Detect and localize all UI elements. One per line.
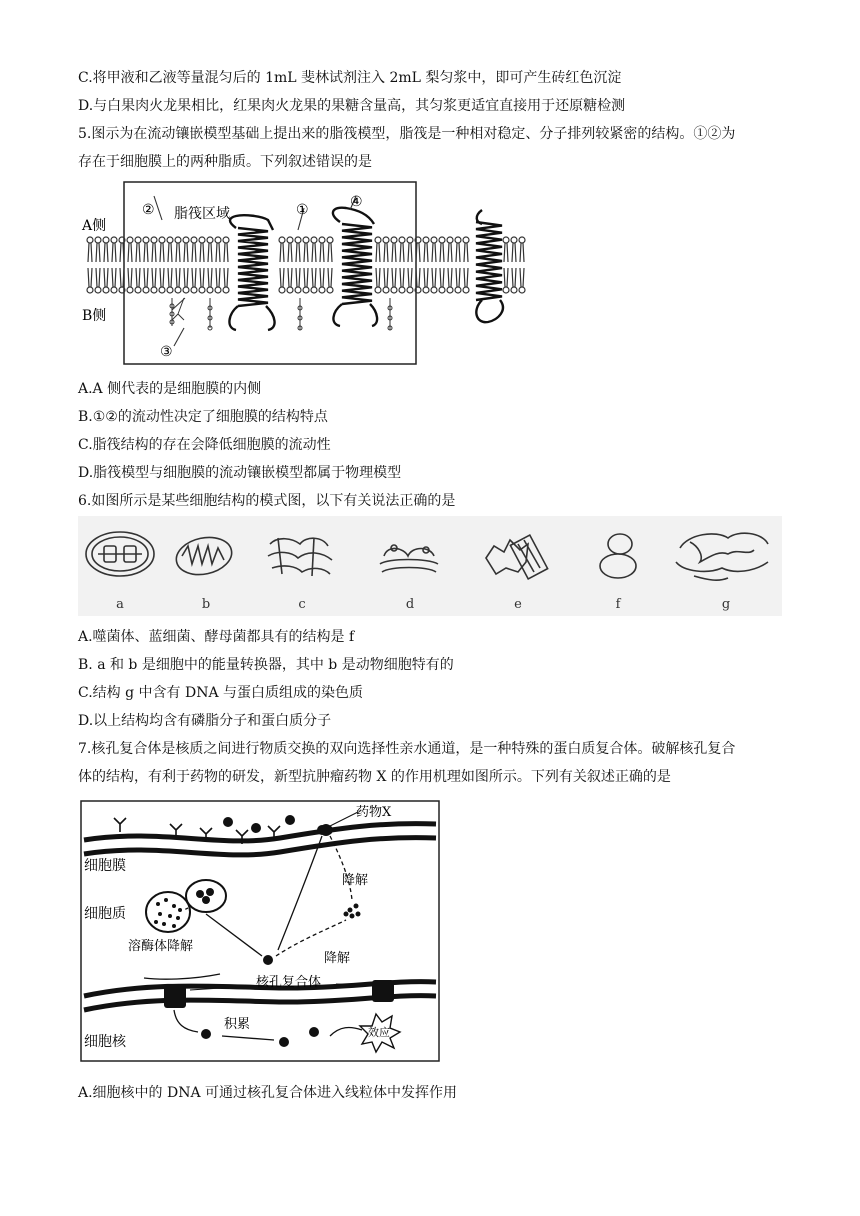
marker-2: ② [142, 202, 155, 218]
organelle-label-a: a [116, 597, 124, 612]
chloroplast-a [86, 532, 154, 576]
organelles-figure [78, 516, 782, 616]
q5-stem-line1: 5.图示为在流动镶嵌模型基础上提出来的脂筏模型，脂筏是一种相对稳定、分子排列较紧密的结构。①②为 [78, 126, 736, 142]
mitochondrion-b [173, 533, 235, 580]
degrade-label-1: 降解 [342, 873, 369, 888]
q4-option-d: D.与白果肉火龙果相比，红果肉火龙果的果糖含量高，其匀浆更适宜直接用于还原糖检测 [78, 98, 626, 114]
q6-option-c: C.结构 g 中含有 DNA 与蛋白质组成的染色质 [78, 685, 364, 701]
q5-option-a: A.A 侧代表的是细胞膜的内侧 [78, 381, 262, 397]
lysosome-label: 溶酶体降解 [128, 939, 194, 954]
q4-option-c: C.将甲液和乙液等量混匀后的 1mL 斐林试剂注入 2mL 梨匀浆中，即可产生砖红色沉淀 [78, 70, 622, 86]
b-side-label: B侧 [82, 308, 107, 324]
q7-option-a: A.细胞核中的 DNA 可通过核孔复合体进入线粒体中发挥作用 [78, 1085, 458, 1101]
nuclear-pore-figure [80, 800, 440, 1062]
lipid-raft-figure [78, 178, 538, 368]
organelle-label-e: e [514, 597, 522, 612]
organelle-label-c: c [298, 597, 306, 612]
raft-region-label: 脂筏区域 [174, 206, 230, 222]
centriole-e [486, 535, 548, 579]
q5-stem-line2: 存在于细胞膜上的两种脂质。下列叙述错误的是 [78, 154, 372, 170]
organelle-label-b: b [201, 597, 211, 612]
q5-option-b: B.①②的流动性决定了细胞膜的结构特点 [78, 409, 328, 425]
q7-stem-line1: 7.核孔复合体是核质之间进行物质交换的双向选择性亲水通道，是一种特殊的蛋白质复合体。破解核孔复合 [78, 741, 736, 757]
q6-option-d: D.以上结构均含有磷脂分子和蛋白质分子 [78, 713, 332, 729]
q7-stem-line2: 体的结构，有利于药物的研发，新型抗肿瘤药物 X 的作用机理如图所示。下列有关叙述正确的是 [78, 769, 671, 785]
drug-x-label: 药物X [356, 805, 392, 820]
marker-4: ④ [350, 194, 363, 210]
organelle-label-g: g [721, 597, 731, 612]
cytoplasm-label: 细胞质 [84, 906, 126, 922]
accumulate-label: 积累 [224, 1017, 251, 1032]
q5-option-d: D.脂筏模型与细胞膜的流动镶嵌模型都属于物理模型 [78, 465, 402, 481]
marker-1: ① [296, 202, 309, 218]
organelle-label-d: d [405, 597, 415, 612]
q6-option-a: A.噬菌体、蓝细菌、酵母菌都具有的结构是 f [78, 629, 355, 645]
q5-option-c: C.脂筏结构的存在会降低细胞膜的流动性 [78, 437, 331, 453]
npc-label: 核孔复合体 [256, 975, 322, 990]
er-c [268, 538, 332, 576]
effect-label: 效应 [368, 1026, 390, 1039]
q6-stem: 6.如图所示是某些细胞结构的模式图，以下有关说法正确的是 [78, 493, 456, 509]
cell-membrane-label: 细胞膜 [84, 858, 126, 874]
q6-option-b: B. a 和 b 是细胞中的能量转换器，其中 b 是动物细胞特有的 [78, 657, 454, 673]
ribosome-f [600, 534, 636, 578]
a-side-label: A侧 [82, 218, 107, 234]
organelle-label-f: f [615, 597, 621, 612]
marker-3: ③ [160, 344, 173, 360]
golgi-d [380, 545, 438, 572]
nucleus-g [676, 533, 768, 580]
degrade-label-2: 降解 [324, 951, 351, 966]
nucleus-label: 细胞核 [84, 1034, 126, 1050]
